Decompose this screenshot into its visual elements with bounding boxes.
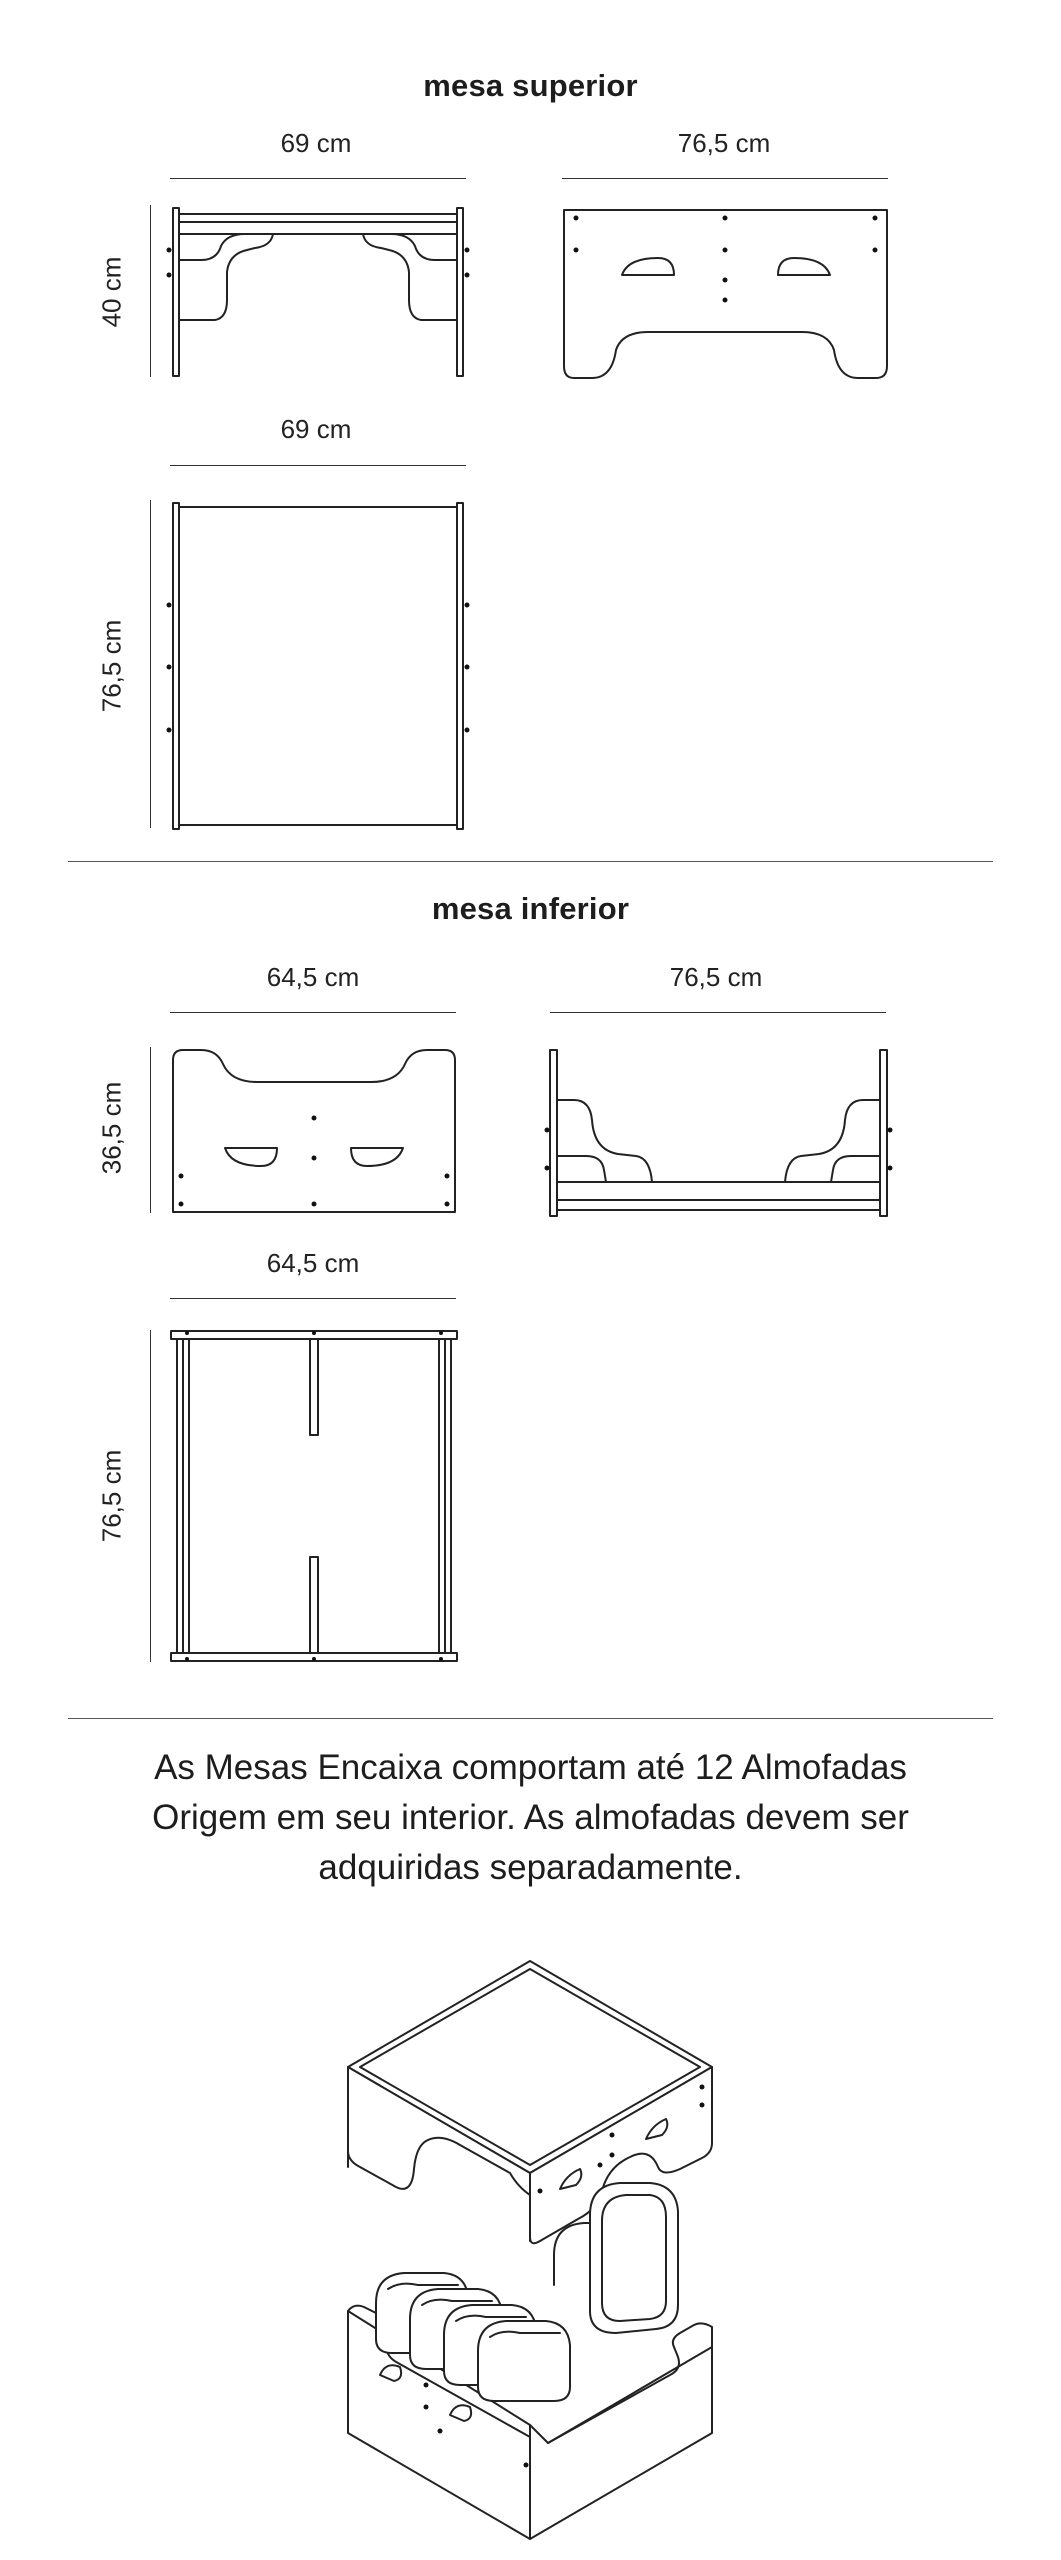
lower-top-width-label: 64,5 cm (266, 1248, 360, 1278)
lower-top-width-line (170, 1298, 456, 1299)
upper-table-title: mesa superior (423, 68, 638, 103)
upper-side-view-drawing (558, 200, 893, 380)
section-divider-2 (68, 1718, 993, 1719)
lower-height-label: 36,5 cm (96, 1081, 127, 1175)
upper-front-view-drawing (165, 200, 475, 380)
lower-front-width-line (170, 1012, 456, 1013)
lower-table-title: mesa inferior (431, 891, 630, 926)
upper-side-width-label: 76,5 cm (677, 128, 771, 158)
storage-note: As Mesas Encaixa comportam até 12 Almofadas Origem em seu interior. As almofadas devem ser adquiridas separadamente. (152, 1748, 909, 1887)
lower-depth-label: 76,5 cm (96, 1449, 127, 1543)
lower-top-view-drawing (165, 1325, 465, 1670)
upper-top-view-drawing (165, 495, 475, 835)
upper-depth-line (150, 500, 151, 828)
section-divider (68, 861, 993, 862)
upper-front-width-label: 69 cm (280, 128, 352, 158)
lower-front-view-drawing (165, 1040, 465, 1220)
upper-height-line (150, 205, 151, 377)
exploded-assembly-illustration (340, 1955, 720, 2515)
upper-top-width-label: 69 cm (280, 414, 352, 444)
upper-side-width-line (562, 178, 888, 179)
upper-front-width-line (170, 178, 466, 179)
lower-height-line (150, 1047, 151, 1213)
lower-side-width-line (550, 1012, 886, 1013)
upper-depth-label: 76,5 cm (96, 619, 127, 713)
lower-side-view-drawing (546, 1040, 891, 1220)
lower-front-width-label: 64,5 cm (266, 962, 360, 992)
upper-height-label: 40 cm (96, 256, 127, 328)
upper-top-width-line (170, 465, 466, 466)
lower-side-width-label: 76,5 cm (669, 962, 763, 992)
lower-depth-line (150, 1330, 151, 1662)
